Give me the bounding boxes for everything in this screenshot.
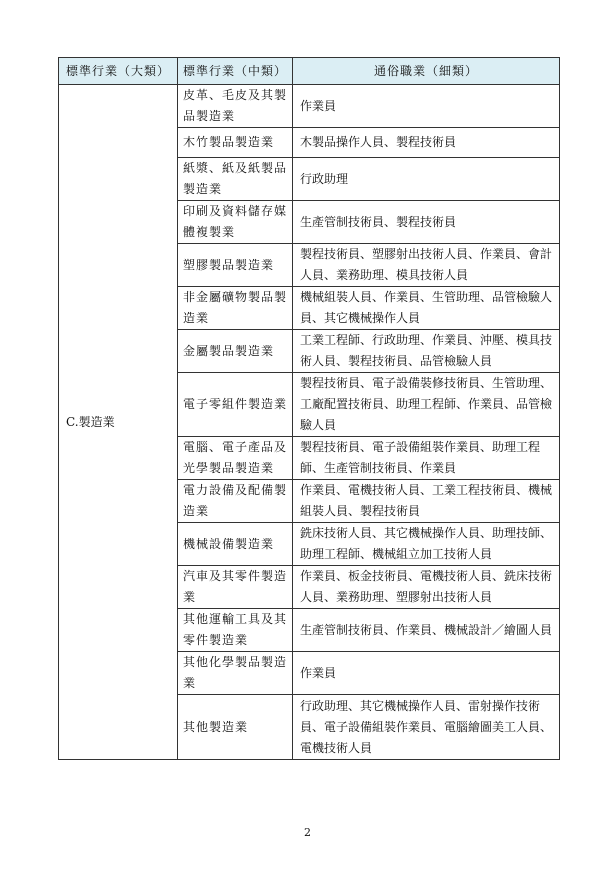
mid-category-cell: 電力設備及配備製造業: [178, 480, 293, 523]
mid-category-cell: 汽車及其零件製造業: [178, 566, 293, 609]
mid-category-cell: 木竹製品製造業: [178, 128, 293, 158]
occupation-cell: 生產管制技術員、作業員、機械設計／繪圖人員: [293, 609, 560, 652]
occupation-cell: 機械組裝人員、作業員、生管助理、品管檢驗人員、其它機械操作人員: [293, 287, 560, 330]
page-number: 2: [304, 826, 311, 839]
occupation-cell: 製程技術員、電子設備裝修技術員、生管助理、工廠配置技術員、助理工程師、作業員、品管檢驗人員: [293, 373, 560, 437]
occupation-cell: 行政助理、其它機械操作人員、雷射操作技術員、電子設備組裝作業員、電腦繪圖美工人員、電機技術人員: [293, 695, 560, 760]
occupation-cell: 作業員: [293, 652, 560, 695]
mid-category-cell: 其他運輸工具及其零件製造業: [178, 609, 293, 652]
occupation-cell: 作業員: [293, 85, 560, 128]
occupation-cell: 行政助理: [293, 158, 560, 201]
mid-category-cell: 電子零組件製造業: [178, 373, 293, 437]
mid-category-cell: 機械設備製造業: [178, 523, 293, 566]
mid-category-cell: 其他製造業: [178, 695, 293, 760]
mid-category-cell: 電腦、電子產品及光學製品製造業: [178, 437, 293, 480]
header-major-category: 標準行業（大類）: [59, 58, 178, 85]
mid-category-cell: 皮革、毛皮及其製品製造業: [178, 85, 293, 128]
occupation-cell: 製程技術員、電子設備組裝作業員、助理工程師、生產管制技術員、作業員: [293, 437, 560, 480]
occupation-cell: 工業工程師、行政助理、作業員、沖壓、模具技術人員、製程技術員、品管檢驗人員: [293, 330, 560, 373]
mid-category-cell: 其他化學製品製造業: [178, 652, 293, 695]
mid-category-cell: 塑膠製品製造業: [178, 244, 293, 287]
mid-category-cell: 印刷及資料儲存媒體複製業: [178, 201, 293, 244]
occupation-cell: 銑床技術人員、其它機械操作人員、助理技師、助理工程師、機械組立加工技術人員: [293, 523, 560, 566]
occupation-cell: 製程技術員、塑膠射出技術人員、作業員、會計人員、業務助理、模具技術人員: [293, 244, 560, 287]
occupation-cell: 作業員、電機技術人員、工業工程技術員、機械組裝人員、製程技術員: [293, 480, 560, 523]
major-category-cell: C.製造業: [59, 85, 178, 760]
header-mid-category: 標準行業（中類）: [178, 58, 293, 85]
occupation-table: [58, 57, 560, 760]
occupation-cell: 木製品操作人員、製程技術員: [293, 128, 560, 158]
table-row: [59, 85, 560, 128]
mid-category-cell: 紙漿、紙及紙製品製造業: [178, 158, 293, 201]
occupation-cell: 生產管制技術員、製程技術員: [293, 201, 560, 244]
mid-category-cell: 金屬製品製造業: [178, 330, 293, 373]
header-occupation: 通俗職業（細類）: [293, 58, 560, 85]
table-header-row: [59, 58, 560, 85]
occupation-cell: 作業員、板金技術員、電機技術人員、銑床技術人員、業務助理、塑膠射出技術人員: [293, 566, 560, 609]
mid-category-cell: 非金屬礦物製品製造業: [178, 287, 293, 330]
